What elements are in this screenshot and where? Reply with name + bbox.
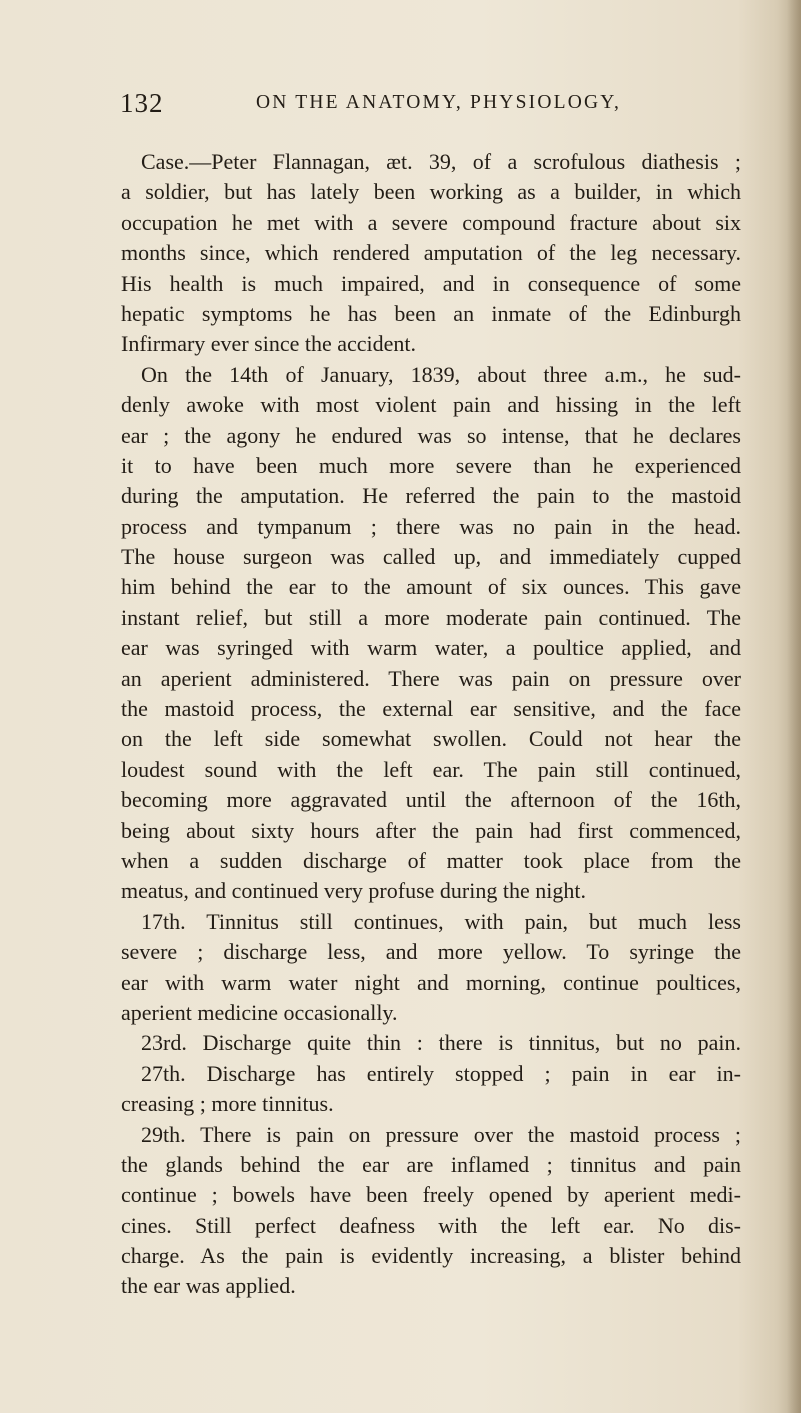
page-edge-shadow (787, 0, 801, 1413)
text-line: Infirmary ever since the accident. (121, 331, 417, 357)
text-line: ear was syringed with warm water, a poultice applied, and (121, 635, 741, 661)
running-title: ON THE ANATOMY, PHYSIOLOGY, (256, 92, 622, 113)
text-line: the ear was applied. (121, 1273, 296, 1299)
text-line: occupation he met with a severe compound fracture about six (121, 209, 741, 235)
text-line: the mastoid process, the external ear sensitive, and the face (121, 696, 741, 722)
text-line: a soldier, but has lately been working as a builder, in which (121, 179, 741, 205)
text-line: ear with warm water night and morning, continue poultices, (121, 969, 741, 995)
text-line: Case.—Peter Flannagan, æt. 39, of a scrofulous diathesis ; (141, 149, 741, 174)
text-line: months since, which rendered amputation of the leg necessary. (121, 240, 741, 266)
text-line: an aperient administered. There was pain on pressure over (121, 665, 741, 691)
text-line: hepatic symptoms he has been an inmate of the Edinburgh (121, 300, 741, 326)
text-line: it to have been much more severe than he experienced (121, 452, 741, 478)
text-line: meatus, and continued very profuse during the night. (121, 878, 586, 904)
text-line: ear ; the agony he endured was so intense, that he declares (121, 422, 741, 448)
text-line: 17th. Tinnitus still continues, with pain, but much less (141, 908, 741, 934)
text-line: instant relief, but still a more moderate pain continued. The (121, 604, 741, 630)
body-text (121, 147, 741, 1302)
text-line: 23rd. Discharge quite thin : there is tinnitus, but no pain. (141, 1030, 741, 1056)
text-line: aperient medicine occasionally. (121, 999, 398, 1025)
page-number: 132 (120, 88, 164, 118)
text-line: becoming more aggravated until the afternoon of the 16th, (121, 787, 741, 813)
text-line: process and tympanum ; there was no pain in the head. (121, 513, 741, 539)
text-line: on the left side somewhat swollen. Could not hear the (121, 726, 741, 752)
text-line: during the amputation. He referred the pain to the mastoid (121, 483, 741, 509)
text-line: being about sixty hours after the pain had first commenced, (121, 817, 741, 843)
text-line: denly awoke with most violent pain and hissing in the left (121, 392, 741, 418)
text-line: The house surgeon was called up, and immediately cupped (121, 544, 741, 570)
text-line: On the 14th of January, 1839, about three a.m., he sud- (141, 361, 741, 387)
text-line: His health is much impaired, and in consequence of some (121, 270, 741, 296)
text-line: severe ; discharge less, and more yellow. To syringe the (121, 939, 741, 965)
text-line: the glands behind the ear are inflamed ; tinnitus and pain (121, 1151, 741, 1177)
text-line: continue ; bowels have been freely opened by aperient medi- (121, 1182, 741, 1208)
text-line: 29th. There is pain on pressure over the mastoid process ; (141, 1121, 741, 1147)
text-line: 27th. Discharge has entirely stopped ; pain in ear in- (141, 1060, 741, 1086)
text-line: cines. Still perfect deafness with the left ear. No dis- (121, 1212, 741, 1238)
text-line: creasing ; more tinnitus. (121, 1091, 334, 1117)
text-line: charge. As the pain is evidently increasing, a blister behind (121, 1243, 741, 1269)
running-head (120, 86, 760, 126)
text-line: him behind the ear to the amount of six ounces. This gave (121, 574, 741, 600)
text-line: when a sudden discharge of matter took place from the (121, 847, 741, 873)
text-line: loudest sound with the left ear. The pain still continued, (121, 756, 741, 782)
